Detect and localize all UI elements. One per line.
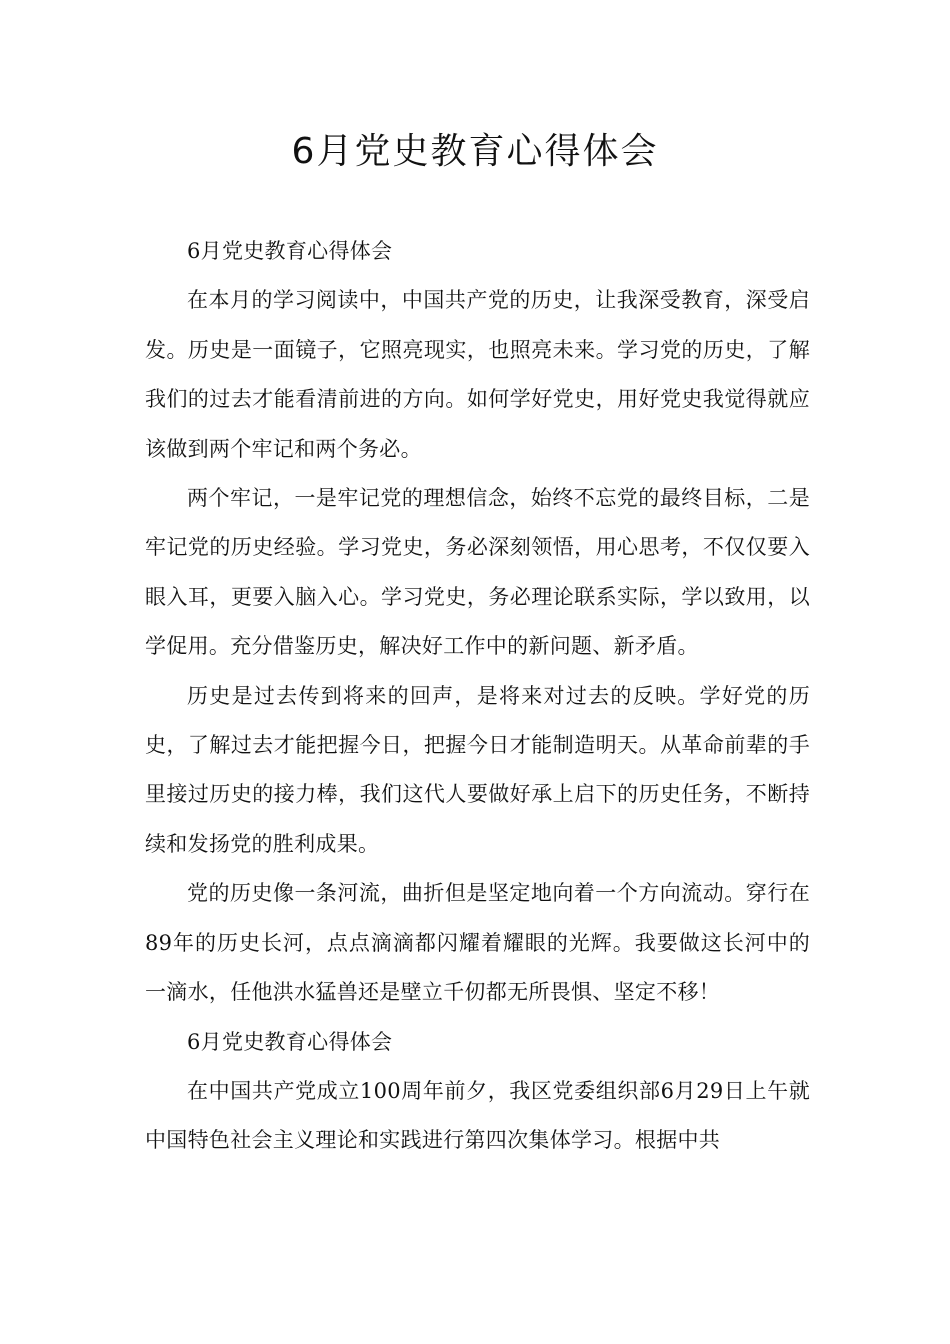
paragraph-subtitle: 6月党史教育心得体会 xyxy=(187,239,393,263)
document-body xyxy=(145,227,810,1166)
paragraph-subtitle: 6月党史教育心得体会 xyxy=(187,1029,393,1054)
paragraph: 在中国共产党成立100周年前夕，我区党委组织部6月29日上午就中国特色社会主义理论和实践进行第四次集体学习。根据中共 xyxy=(145,1078,810,1153)
paragraph: 在本月的学习阅读中，中国共产党的历史，让我深受教育，深受启发。历史是一面镜子，它照亮现实，也照亮未来。学习党的历史，了解我们的过去才能看清前进的方向。如何学好党史，用好党史我觉得就应该做到两个牢记和两个务必。 xyxy=(145,288,810,461)
paragraph: 党的历史像一条河流，曲折但是坚定地向着一个方向流动。穿行在89年的历史长河，点点滴滴都闪耀着耀眼的光辉。我要做这长河中的一滴水，任他洪水猛兽还是壁立千仞都无所畏惧、坚定不移！ xyxy=(145,881,810,1005)
paragraph: 历史是过去传到将来的回声，是将来对过去的反映。学好党的历史，了解过去才能把握今日，把握今日才能制造明天。从革命前辈的手里接过历史的接力棒，我们这代人要做好承上启下的历史任务，不断持续和发扬党的胜利成果。 xyxy=(145,683,810,856)
paragraph: 两个牢记，一是牢记党的理想信念，始终不忘党的最终目标，二是牢记党的历史经验。学习党史，务必深刻领悟，用心思考，不仅仅要入眼入耳，更要入脑入心。学习党史，务必理论联系实际，学以致用，以学促用。充分借鉴历史，解决好工作中的新问题、新矛盾。 xyxy=(145,486,810,659)
document-title: 6月党史教育心得体会 xyxy=(291,131,659,172)
